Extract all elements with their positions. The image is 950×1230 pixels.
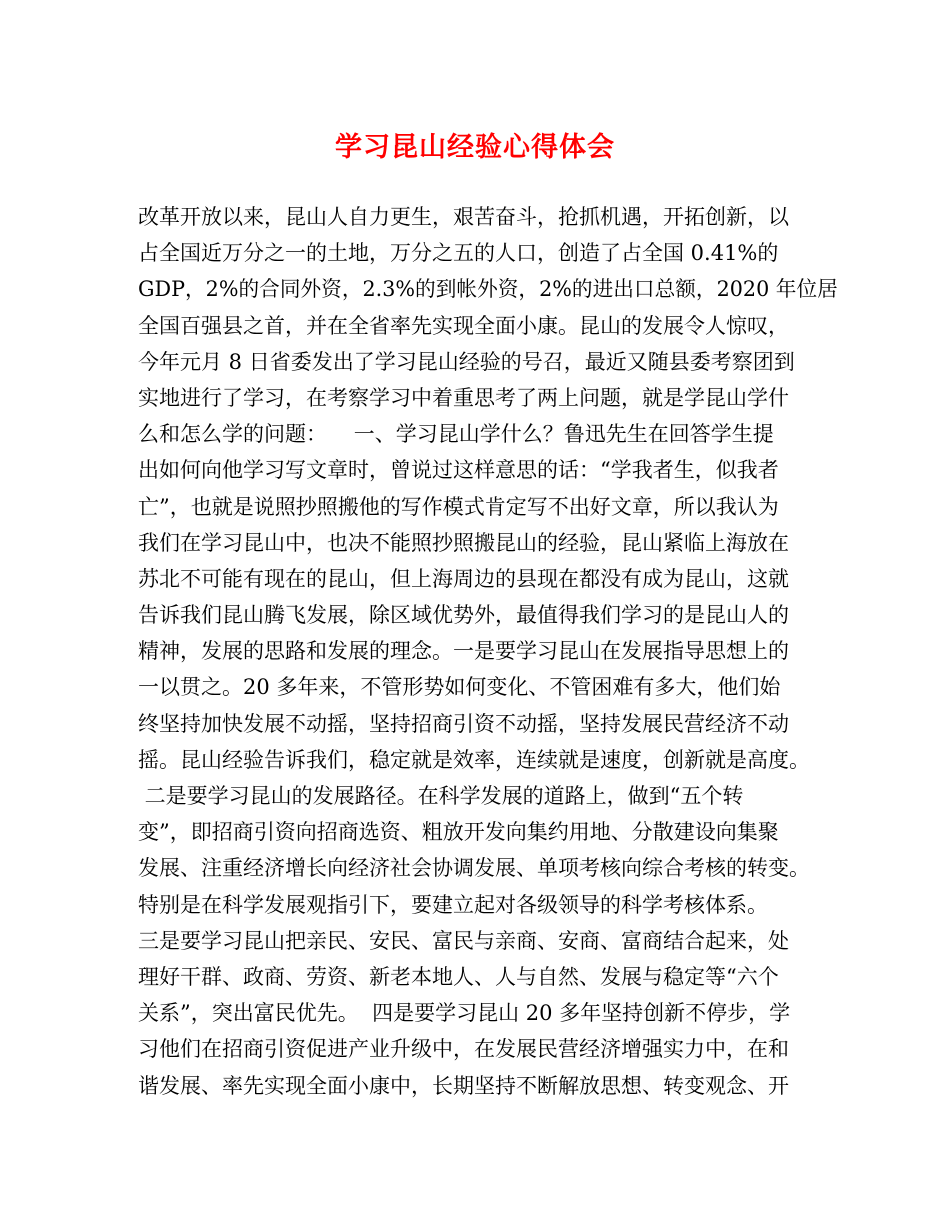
body-text-line: 今年元月 8 日省委发出了学习昆山经验的号召，最近又随县委考察团到 [138, 349, 795, 374]
body-text-line: 出如何向他学习写文章时，曾说过这样意思的话：“学我者生，似我者 [138, 458, 779, 483]
body-text-line: 三是要学习昆山把亲民、安民、富民与亲商、安商、富商结合起来，处 [138, 928, 789, 953]
body-text-line: 终坚持加快发展不动摇，坚持招商引资不动摇，坚持发展民营经济不动 [138, 711, 789, 736]
document-body [138, 199, 838, 1104]
body-text-line: GDP，2%的合同外资，2.3%的到帐外资，2%的进出口总额，2020 年位居 [138, 277, 838, 302]
body-text-line: 特别是在科学发展观指引下，要建立起对各级领导的科学考核体系。 [138, 892, 768, 917]
body-text-line: 谐发展、率先实现全面小康中，长期坚持不断解放思想、转变观念、开 [138, 1073, 789, 1098]
body-text-line: 变”，即招商引资向招商选资、粗放开发向集约用地、分散建设向集聚 [138, 820, 779, 845]
body-text-line: 一以贯之。20 多年来，不管形势如何变化、不管困难有多大，他们始 [138, 675, 781, 700]
body-text-line: 告诉我们昆山腾飞发展，除区域优势外，最值得我们学习的是昆山人的 [138, 603, 789, 628]
body-text-line: 发展、注重经济增长向经济社会协调发展、单项考核向综合考核的转变。 [138, 856, 810, 881]
body-text-line: 二是要学习昆山的发展路径。在科学发展的道路上，做到“五个转 [138, 784, 744, 809]
body-text-line: 我们在学习昆山中，也决不能照抄照搬昆山的经验，昆山紧临上海放在 [138, 530, 789, 555]
body-text-line: 苏北不可能有现在的昆山，但上海周边的县现在都没有成为昆山，这就 [138, 566, 789, 591]
body-text-line: 关系”，突出富民优先。 四是要学习昆山 20 多年坚持创新不停步，学 [138, 1001, 791, 1026]
body-text-line: 实地进行了学习，在考察学习中着重思考了两上问题，就是学昆山学什 [138, 385, 789, 410]
document-title: 学习昆山经验心得体会 [335, 132, 615, 163]
body-text-line: 亡”，也就是说照抄照搬他的写作模式肯定写不出好文章，所以我认为 [138, 494, 779, 519]
body-text-line: 改革开放以来，昆山人自力更生，艰苦奋斗，抢抓机遇，开拓创新，以 [138, 205, 789, 229]
body-text-line: 精神，发展的思路和发展的理念。一是要学习昆山在发展指导思想上的 [138, 639, 789, 664]
body-text-line: 么和怎么学的问题： 一、学习昆山学什么？鲁迅先生在回答学生提 [138, 422, 774, 447]
body-text-line: 占全国近万分之一的土地，万分之五的人口，创造了占全国 0.41%的 [138, 241, 779, 266]
body-text-line: 全国百强县之首，并在全省率先实现全面小康。昆山的发展令人惊叹， [138, 313, 789, 338]
body-text-line: 理好干群、政商、劳资、新老本地人、人与自然、发展与稳定等“六个 [138, 964, 779, 989]
body-text-line: 摇。昆山经验告诉我们，稳定就是效率，连续就是速度，创新就是高度。 [138, 747, 810, 772]
body-text-line: 习他们在招商引资促进产业升级中，在发展民营经济增强实力中，在和 [138, 1037, 789, 1062]
